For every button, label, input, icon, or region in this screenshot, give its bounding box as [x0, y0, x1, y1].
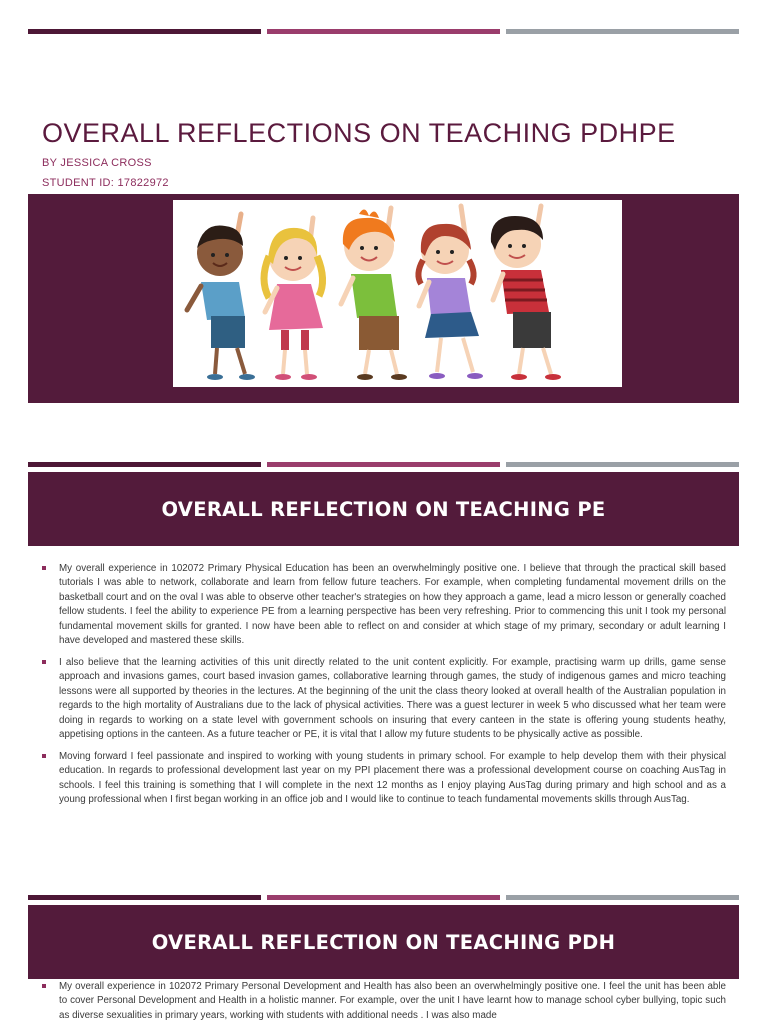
- accent-stripe-grey: [506, 462, 739, 467]
- list-item: [42, 980, 726, 1023]
- author-line: BY JESSICA CROSS: [42, 157, 152, 169]
- pdh-reflection-list: [42, 980, 726, 1031]
- illustration-svg: [173, 200, 622, 387]
- child-figure-5: [491, 206, 561, 380]
- accent-stripe-grey: [506, 895, 739, 900]
- student-id-line: STUDENT ID: 17822972: [42, 177, 169, 189]
- section-title-pe: OVERALL REFLECTION ON TEACHING PE: [161, 497, 606, 521]
- bullet-icon: [42, 566, 46, 570]
- accent-stripe-magenta: [267, 29, 500, 34]
- children-illustration: [173, 200, 622, 387]
- bullet-icon: [42, 754, 46, 758]
- accent-stripe-magenta: [267, 895, 500, 900]
- section-heading-pdh: [28, 905, 739, 979]
- child-figure-4: [418, 206, 483, 379]
- bullet-icon: [42, 660, 46, 664]
- paragraph-text: My overall experience in 102072 Primary Physical Education has been an overwhelmingly positive one. I believe that through the practical skill based tutorials I was able to network, collaborate and learn from fellow future teachers. For example, when completing fundamental movement drills on the basketball court and on the oval I was able to observe other teacher's strategies on how they approach a game, lead a micro lesson or generally coached fellow students. I feel the ability to experience PE from a learning perspective has been very refreshing. Prior to commencing this unit I took my personal fundamental movement skills for granted. I now have been able to reflect on and consider at which stage of my primary, secondary or adult learning I have developed and mastered these skills.: [59, 563, 726, 647]
- accent-stripe-grey: [506, 29, 739, 34]
- bullet-icon: [42, 984, 46, 988]
- list-item: [42, 750, 726, 808]
- page-title: OVERALL REFLECTIONS ON TEACHING PDHPE: [42, 118, 676, 148]
- paragraph-text: Moving forward I feel passionate and inspired to working with young students in primary school. For example to help develop them with their physical education. In regards to professional development last year on my PPI placement there was a professional development course on coaching AusTag in schools. I feel this training is something that I will complete in the next 12 months as I enjoy playing AusTag during primary and high school and as a young professional when I first began working in an office job and I would like to continue to teach fundamental movements skills through AusTag.: [59, 750, 726, 806]
- accent-stripe-magenta: [267, 462, 500, 467]
- accent-stripe-dark: [28, 895, 261, 900]
- child-figure-3: [341, 208, 407, 380]
- list-item: [42, 656, 726, 742]
- accent-stripe-dark: [28, 462, 261, 467]
- accent-stripe-dark: [28, 29, 261, 34]
- child-figure-1: [187, 214, 255, 380]
- paragraph-text: I also believe that the learning activities of this unit directly related to the unit content explicitly. For example, practising warm up drills, game sense approach and invasions games, court based invasion games, collaborative learning through games, the study of indigenous games and micro teaching lessons were all supported by theories in the lectures. At the beginning of the unit the class theory looked at overall health of the Australian population in regards to the high mortality of Australians due to the lack of physical activities. There was a guest lecturer in week 5 who discussed what her team were doing in regards to working on a state level with government schools on insuring that every canteen in the state is offering young students heathy, appetising options in the canteen. As a future teacher or PE, it is vital that I allow my future students to be physically active as possible.: [59, 656, 726, 740]
- section-heading-pe: [28, 472, 739, 546]
- pe-reflection-list: [42, 562, 726, 815]
- child-figure-2: [264, 218, 323, 380]
- paragraph-text: My overall experience in 102072 Primary Personal Development and Health has also been an overwhelmingly positive one. I feel the unit has been able to cover Personal Development and Health in a holistic manner. For example, over the unit I have learnt how to manage school cyber bullying, topic such as diverse sexualities in primary years, working with students with additional needs . I was also made: [59, 981, 726, 1021]
- list-item: [42, 562, 726, 648]
- section-title-pdh: OVERALL REFLECTION ON TEACHING PDH: [151, 930, 616, 954]
